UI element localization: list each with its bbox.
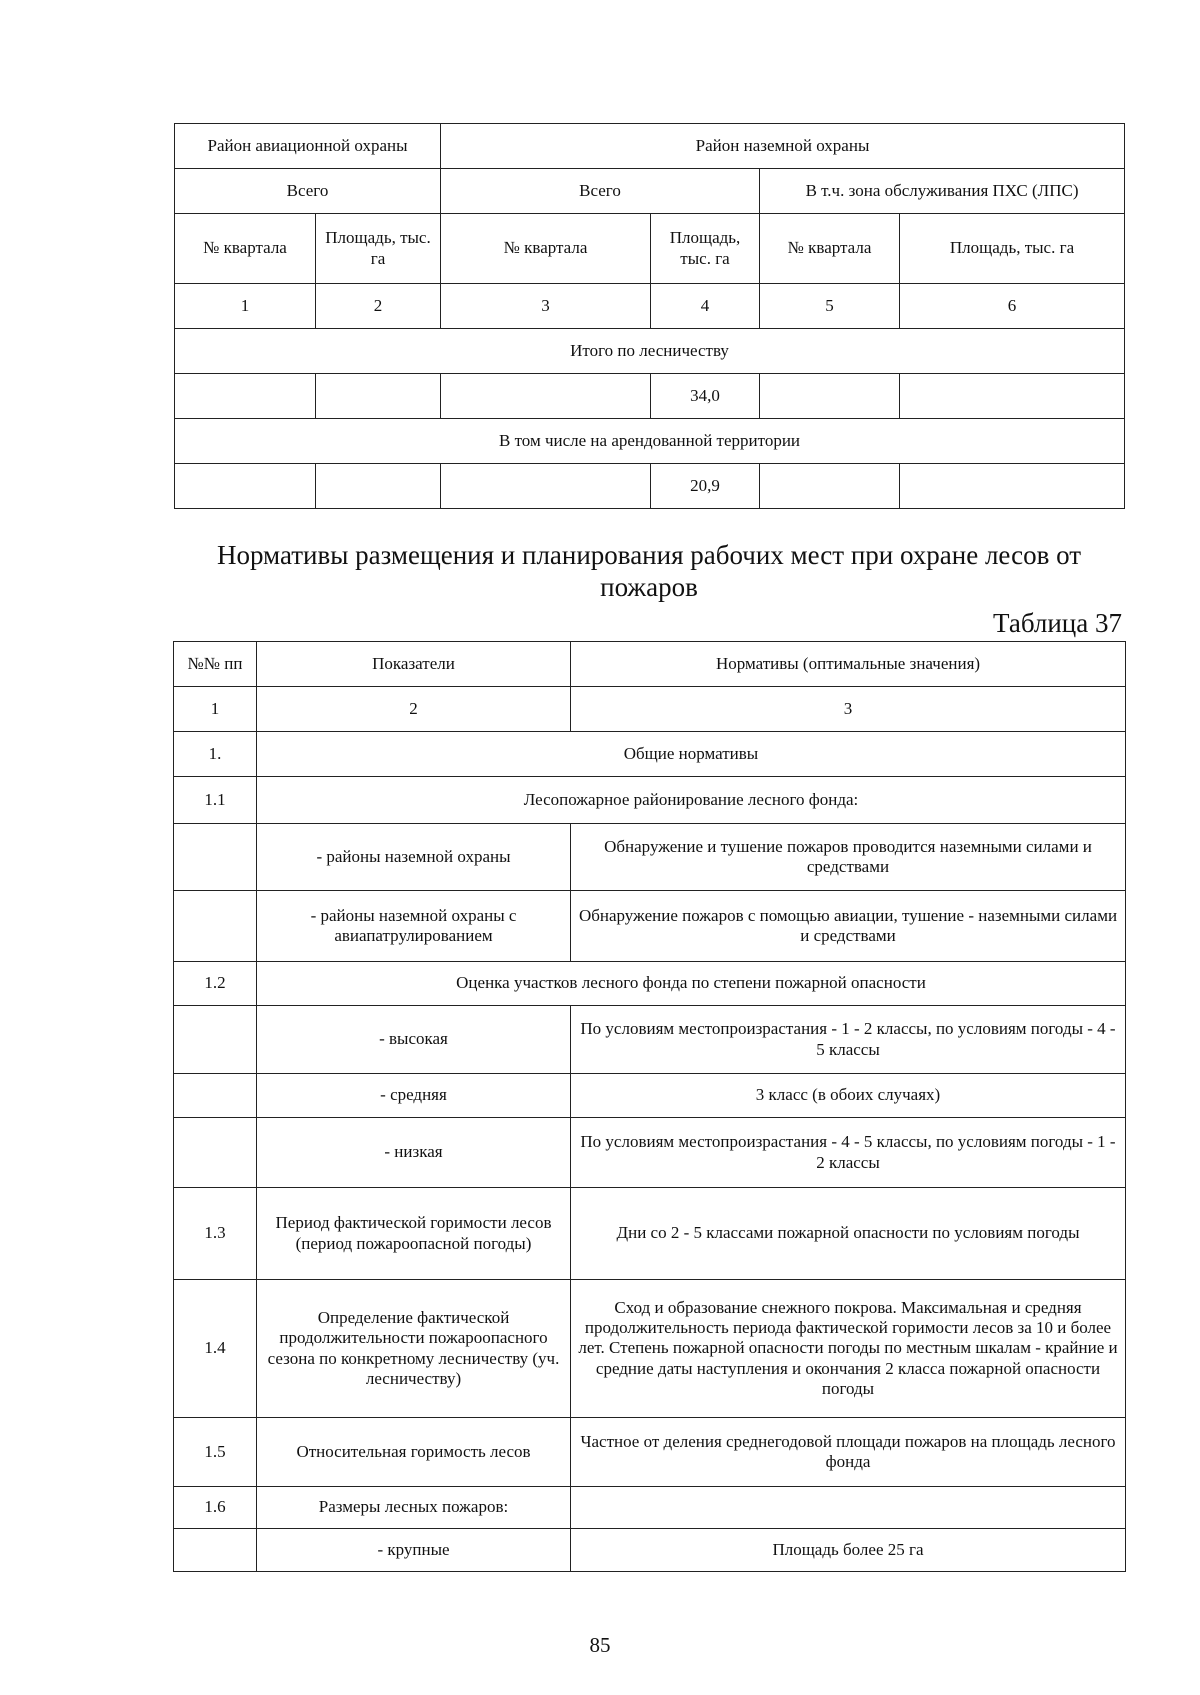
table-cell bbox=[175, 374, 316, 419]
item-number bbox=[174, 1074, 257, 1118]
item-number: 1.1 bbox=[174, 777, 257, 824]
page-number: 85 bbox=[589, 1633, 611, 1657]
norm-cell: Обнаружение пожаров с помощью авиации, тушение - наземными силами и средствами bbox=[571, 891, 1126, 962]
column-header: Нормативы (оптимальные значения) bbox=[571, 642, 1126, 687]
table-row bbox=[174, 824, 1126, 891]
aviation-area-header: Район авиационной охраны bbox=[175, 124, 441, 169]
table-cell bbox=[760, 464, 900, 509]
item-number bbox=[174, 1006, 257, 1074]
column-number: 3 bbox=[441, 284, 651, 329]
table-row bbox=[174, 732, 1126, 777]
item-number: 1.3 bbox=[174, 1188, 257, 1280]
norm-cell: По условиям местопроизрастания - 4 - 5 классы, по условиям погоды - 1 - 2 классы bbox=[571, 1118, 1126, 1188]
table-row bbox=[175, 374, 1125, 419]
column-header: Площадь, тыс. га bbox=[651, 214, 760, 284]
indicator-cell: - высокая bbox=[257, 1006, 571, 1074]
column-header: №№ пп bbox=[174, 642, 257, 687]
item-number: 1.5 bbox=[174, 1418, 257, 1487]
column-number: 1 bbox=[175, 284, 316, 329]
norm-cell: Обнаружение и тушение пожаров проводится наземными силами и средствами bbox=[571, 824, 1126, 891]
norm-cell bbox=[571, 1487, 1126, 1529]
indicator-cell: - районы наземной охраны с авиапатрулированием bbox=[257, 891, 571, 962]
table-cell: 20,9 bbox=[651, 464, 760, 509]
table-row bbox=[174, 1487, 1126, 1529]
column-number: 1 bbox=[174, 687, 257, 732]
indicator-cell: - низкая bbox=[257, 1118, 571, 1188]
item-number bbox=[174, 824, 257, 891]
section-title: Общие нормативы bbox=[257, 732, 1126, 777]
column-header: № квартала bbox=[175, 214, 316, 284]
column-number: 4 bbox=[651, 284, 760, 329]
table-label: Таблица 37 bbox=[993, 608, 1122, 638]
forest-protection-areas-table bbox=[174, 123, 1125, 509]
ground-area-header: Район наземной охраны bbox=[441, 124, 1125, 169]
item-number bbox=[174, 1529, 257, 1572]
item-number: 1.2 bbox=[174, 962, 257, 1006]
table-cell bbox=[760, 374, 900, 419]
ground-total-header: Всего bbox=[441, 169, 760, 214]
table-row bbox=[174, 1418, 1126, 1487]
column-header: Показатели bbox=[257, 642, 571, 687]
table-row bbox=[174, 1006, 1126, 1074]
numbering-row bbox=[175, 284, 1125, 329]
norm-cell: Частное от деления среднегодовой площади пожаров на площадь лесного фонда bbox=[571, 1418, 1126, 1487]
table-row bbox=[174, 1074, 1126, 1118]
table-cell bbox=[441, 374, 651, 419]
table-row bbox=[174, 1118, 1126, 1188]
table-row bbox=[174, 891, 1126, 962]
item-number: 1.6 bbox=[174, 1487, 257, 1529]
indicator-cell: Относительная горимость лесов bbox=[257, 1418, 571, 1487]
column-number: 3 bbox=[571, 687, 1126, 732]
norm-cell: Дни со 2 - 5 классами пожарной опасности по условиям погоды bbox=[571, 1188, 1126, 1280]
column-header: Площадь, тыс. га bbox=[900, 214, 1125, 284]
norm-cell: 3 класс (в обоих случаях) bbox=[571, 1074, 1126, 1118]
section-title: Итого по лесничеству bbox=[175, 329, 1125, 374]
indicator-cell: - средняя bbox=[257, 1074, 571, 1118]
indicator-cell: - районы наземной охраны bbox=[257, 824, 571, 891]
norm-cell: По условиям местопроизрастания - 1 - 2 классы, по условиям погоды - 4 - 5 классы bbox=[571, 1006, 1126, 1074]
item-number: 1. bbox=[174, 732, 257, 777]
table-row bbox=[174, 777, 1126, 824]
table-row bbox=[174, 1188, 1126, 1280]
indicator-cell: Размеры лесных пожаров: bbox=[257, 1487, 571, 1529]
indicator-cell: Определение фактической продолжительности пожароопасного сезона по конкретному лесничеству (уч. лесничеству) bbox=[257, 1280, 571, 1418]
table-row bbox=[174, 1280, 1126, 1418]
column-number: 2 bbox=[316, 284, 441, 329]
column-number: 5 bbox=[760, 284, 900, 329]
indicator-cell: Период фактической горимости лесов (период пожароопасной погоды) bbox=[257, 1188, 571, 1280]
table-row bbox=[174, 962, 1126, 1006]
section-title: Лесопожарное районирование лесного фонда: bbox=[257, 777, 1126, 824]
section-title: Оценка участков лесного фонда по степени пожарной опасности bbox=[257, 962, 1126, 1006]
table-cell bbox=[316, 464, 441, 509]
heading-line: Нормативы размещения и планирования рабочих мест при охране лесов от bbox=[216, 540, 1082, 570]
pkhs-zone-header: В т.ч. зона обслуживания ПХС (ЛПС) bbox=[760, 169, 1125, 214]
table-row bbox=[174, 1529, 1126, 1572]
indicator-cell: - крупные bbox=[257, 1529, 571, 1572]
table-cell bbox=[316, 374, 441, 419]
table-row bbox=[175, 464, 1125, 509]
column-header: Площадь, тыс. га bbox=[316, 214, 441, 284]
heading-line: пожаров bbox=[600, 571, 698, 602]
column-header: № квартала bbox=[760, 214, 900, 284]
section-heading bbox=[174, 540, 1124, 603]
column-number: 2 bbox=[257, 687, 571, 732]
table-cell bbox=[900, 374, 1125, 419]
table-cell: 34,0 bbox=[651, 374, 760, 419]
item-number bbox=[174, 1118, 257, 1188]
numbering-row bbox=[174, 687, 1126, 732]
section-title: В том числе на арендованной территории bbox=[175, 419, 1125, 464]
standards-table bbox=[173, 641, 1126, 1572]
norm-cell: Площадь более 25 га bbox=[571, 1529, 1126, 1572]
item-number bbox=[174, 891, 257, 962]
aviation-total-header: Всего bbox=[175, 169, 441, 214]
table-cell bbox=[441, 464, 651, 509]
norm-cell: Сход и образование снежного покрова. Максимальная и средняя продолжительность периода фактической горимости лесов за 10 и более лет. Степень пожарной опасности погоды по местным шкалам - крайние и средние даты наступления и окончания 2 класса пожарной опасности погоды bbox=[571, 1280, 1126, 1418]
table-cell bbox=[175, 464, 316, 509]
column-number: 6 bbox=[900, 284, 1125, 329]
table-cell bbox=[900, 464, 1125, 509]
column-header: № квартала bbox=[441, 214, 651, 284]
item-number: 1.4 bbox=[174, 1280, 257, 1418]
